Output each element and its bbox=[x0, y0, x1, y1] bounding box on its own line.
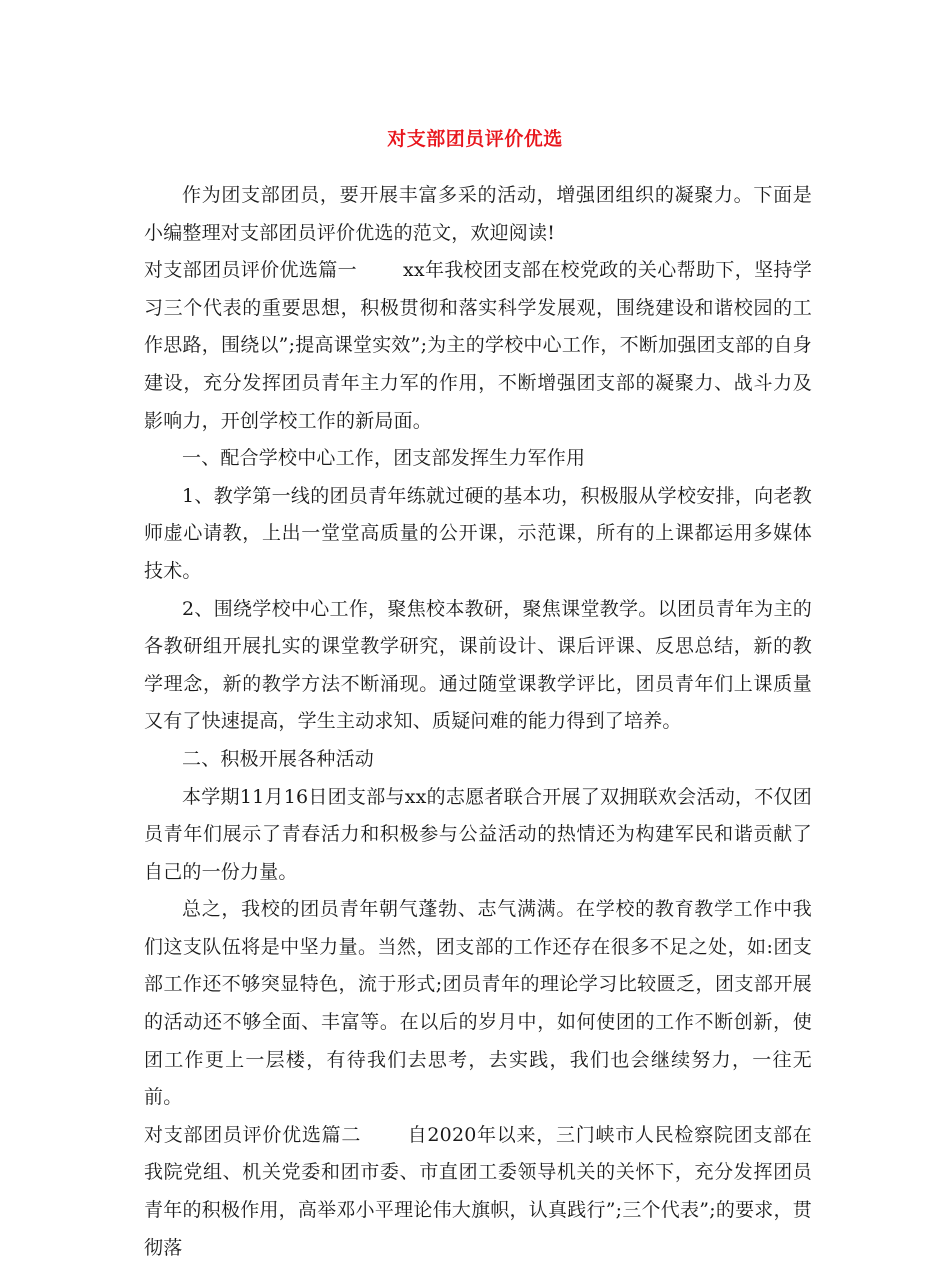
document-body bbox=[144, 177, 812, 1267]
section-heading: 一、配合学校中心工作，团支部发挥生力军作用 bbox=[182, 447, 586, 470]
paragraph-text: xx年我校团支部在校党政的关心帮助下，坚持学习三个代表的重要思想，积极贯彻和落实科学发展观，围绕建设和谐校园的工作思路，围绕以”;提高课堂实效”;为主的学校中心工作，不断加强团支部的自身建设，充分发挥团员青年主力军的作用，不断增强团支部的凝聚力、战斗力及影响力，开创学校工作的新局面。 bbox=[144, 259, 812, 432]
paragraph: 2、围绕学校中心工作，聚焦校本教研，聚焦课堂教学。以团员青年为主的各教研组开展扎实的课堂教学研究，课前设计、课后评课、反思总结，新的教学理念，新的教学方法不断涌现。通过随堂课教学评比，团员青年们上课质量又有了快速提高，学生主动求知、质疑问难的能力得到了培养。 bbox=[144, 597, 812, 733]
section-lead: 对支部团员评价优选篇一 bbox=[144, 259, 357, 282]
section-heading: 二、积极开展各种活动 bbox=[182, 747, 375, 770]
paragraph: 本学期11月16日团支部与xx的志愿者联合开展了双拥联欢会活动，不仅团员青年们展示了青春活力和积极参与公益活动的热情还为构建军民和谐贡献了自己的一份力量。 bbox=[144, 785, 812, 883]
paragraph bbox=[144, 1117, 812, 1267]
paragraph-text: 自2020年以来，三门峡市人民检察院团支部在我院党组、机关党委和团市委、市直团工委领导机关的关怀下，充分发挥团员青年的积极作用，高举邓小平理论伟大旗帜，认真践行”;三个代表”;的要求，贯彻落 bbox=[144, 1123, 813, 1259]
section-lead: 对支部团员评价优选篇二 bbox=[144, 1123, 362, 1146]
paragraph: 总之，我校的团员青年朝气蓬勃、志气满满。在学校的教育教学工作中我们这支队伍将是中坚力量。当然，团支部的工作还存在很多不足之处，如:团支部工作还不够突显特色，流于形式;团员青年的理论学习比较匮乏，团支部开展的活动还不够全面、丰富等。在以后的岁月中，如何使团的工作不断创新，使团工作更上一层楼，有待我们去思考，去实践，我们也会继续努力，一往无前。 bbox=[144, 898, 812, 1109]
paragraph bbox=[144, 252, 812, 440]
document-title: 对支部团员评价优选 bbox=[387, 128, 563, 150]
paragraph: 1、教学第一线的团员青年练就过硬的基本功，积极服从学校安排，向老教师虚心请教，上出一堂堂高质量的公开课，示范课，所有的上课都运用多媒体技术。 bbox=[144, 484, 812, 582]
paragraph: 作为团支部团员，要开展丰富多采的活动，增强团组织的凝聚力。下面是小编整理对支部团员评价优选的范文，欢迎阅读! bbox=[144, 184, 812, 244]
